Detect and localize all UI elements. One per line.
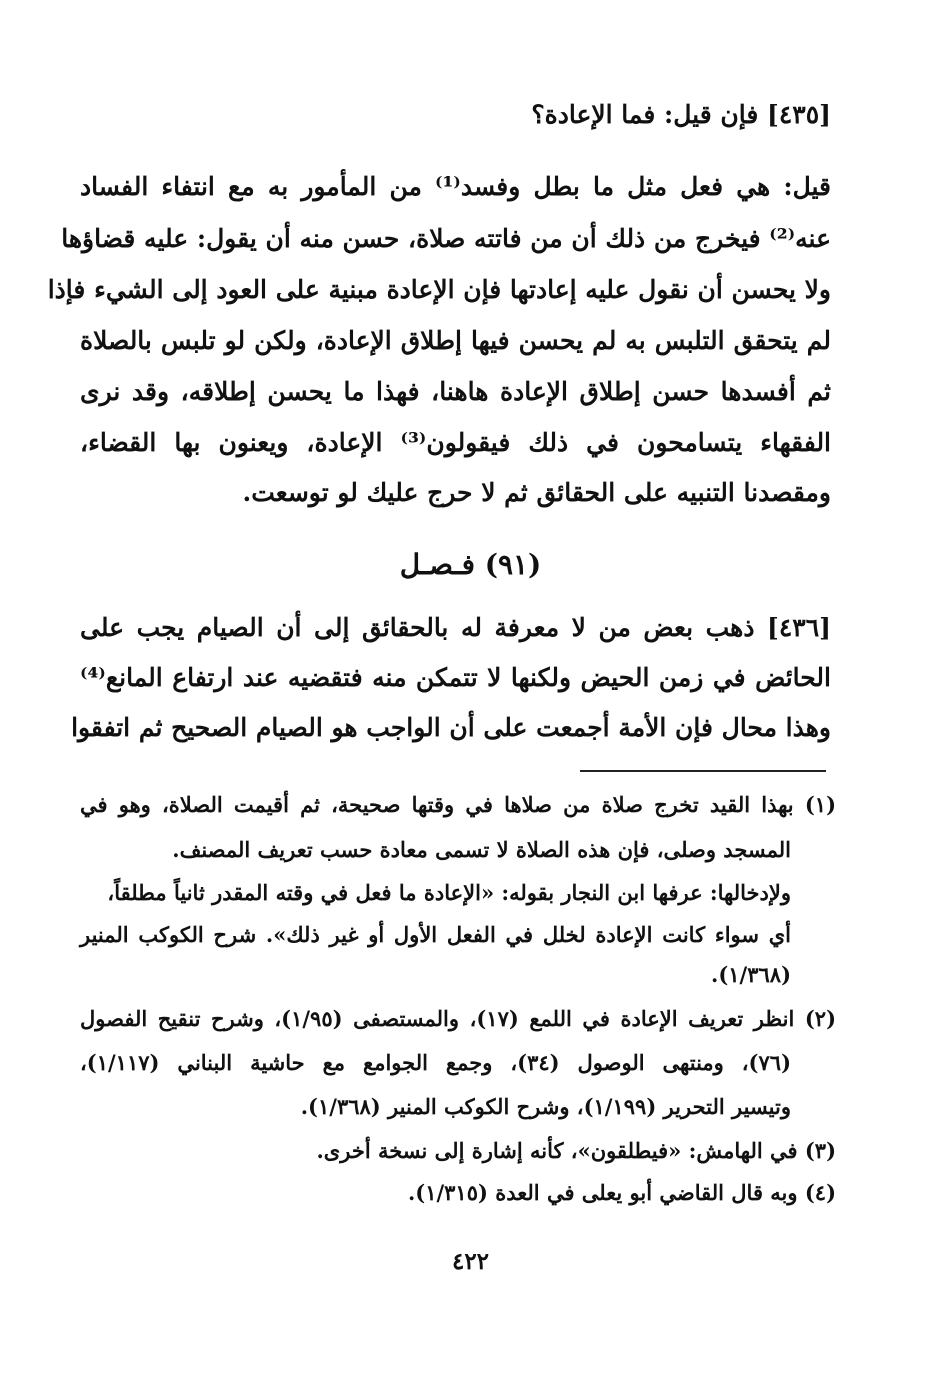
body-line: لم يتحقق التلبس به لم يحسن فيها إطلاق الإعادة، ولكن لو تلبس بالصلاة — [80, 326, 831, 355]
footnote-1-line: المسجد وصلى، فإن هذه الصلاة لا تسمى معادة حسب تعريف المصنف. — [172, 837, 791, 862]
issue-title-435: [٤٣٥] فإن قيل: فما الإعادة؟ — [531, 100, 831, 129]
body-line: وهذا محال فإن الأمة أجمعت على أن الواجب هو الصيام الصحيح ثم اتفقوا — [71, 713, 831, 742]
section-heading: (٩١) فـصـل — [399, 548, 542, 581]
body-line: قيل: هي فعل مثل ما بطل وفسد⁽¹⁾ من المأمور به مع انتفاء الفساد — [80, 172, 832, 201]
body-line: ومقصدنا التنبيه على الحقائق ثم لا حرج عليك لو توسعت. — [242, 478, 831, 507]
footnote-3-line: (٣) في الهامش: «فيطلقون»، كأنه إشارة إلى نسخة أخرى. — [316, 1138, 836, 1163]
page-number: ٤٢٢ — [451, 1248, 490, 1275]
body-line: ولا يحسن أن نقول عليه إعادتها فإن الإعادة مبنية على العود إلى الشيء فإذا — [47, 275, 831, 304]
footnote-2-line: (٢) انظر تعريف الإعادة في اللمع (١٧)، والمستصفى (١/٩٥)، وشرح تنقيح الفصول — [80, 1006, 836, 1031]
footnote-1-line: (١/٣٦٨). — [711, 962, 791, 987]
body-line: عنه⁽²⁾ فيخرج من ذلك أن من فاتته صلاة، حسن منه أن يقول: عليه قضاؤها — [61, 224, 831, 253]
footnote-2-line: (٧٦)، ومنتهى الوصول (٣٤)، وجمع الجوامع مع حاشية البناني (١/١١٧)، — [80, 1050, 791, 1075]
body-line: الفقهاء يتسامحون في ذلك فيقولون⁽³⁾ الإعادة، ويعنون بها القضاء، — [80, 428, 832, 457]
body-line: [٤٣٦] ذهب بعض من لا معرفة له بالحقائق إلى أن الصيام يجب على — [80, 613, 831, 642]
footnote-1-line: (١) بهذا القيد تخرج صلاة من صلاها في وقتها صحيحة، ثم أقيمت الصلاة، وهو في — [80, 792, 836, 817]
body-line: الحائض في زمن الحيض ولكنها لا تتمكن منه فتقضيه عند ارتفاع المانع⁽⁴⁾ — [80, 663, 831, 692]
footnote-1-line: أي سواء كانت الإعادة لخلل في الفعل الأول أو غير ذلك». شرح الكوكب المنير — [80, 922, 791, 947]
footnote-2-line: وتيسير التحرير (١/١٩٩)، وشرح الكوكب المنير (١/٣٦٨). — [300, 1094, 791, 1119]
footnote-4-line: (٤) وبه قال القاضي أبو يعلى في العدة (١/٣١٥). — [407, 1180, 836, 1205]
body-line: ثم أفسدها حسن إطلاق الإعادة هاهنا، فهذا ما يحسن إطلاقه، وقد نرى — [80, 377, 831, 406]
footnote-separator — [580, 770, 826, 772]
footnote-1-line: ولإدخالها: عرفها ابن النجار بقوله: «الإعادة ما فعل في وقته المقدر ثانياً مطلقاً، — [107, 880, 791, 905]
